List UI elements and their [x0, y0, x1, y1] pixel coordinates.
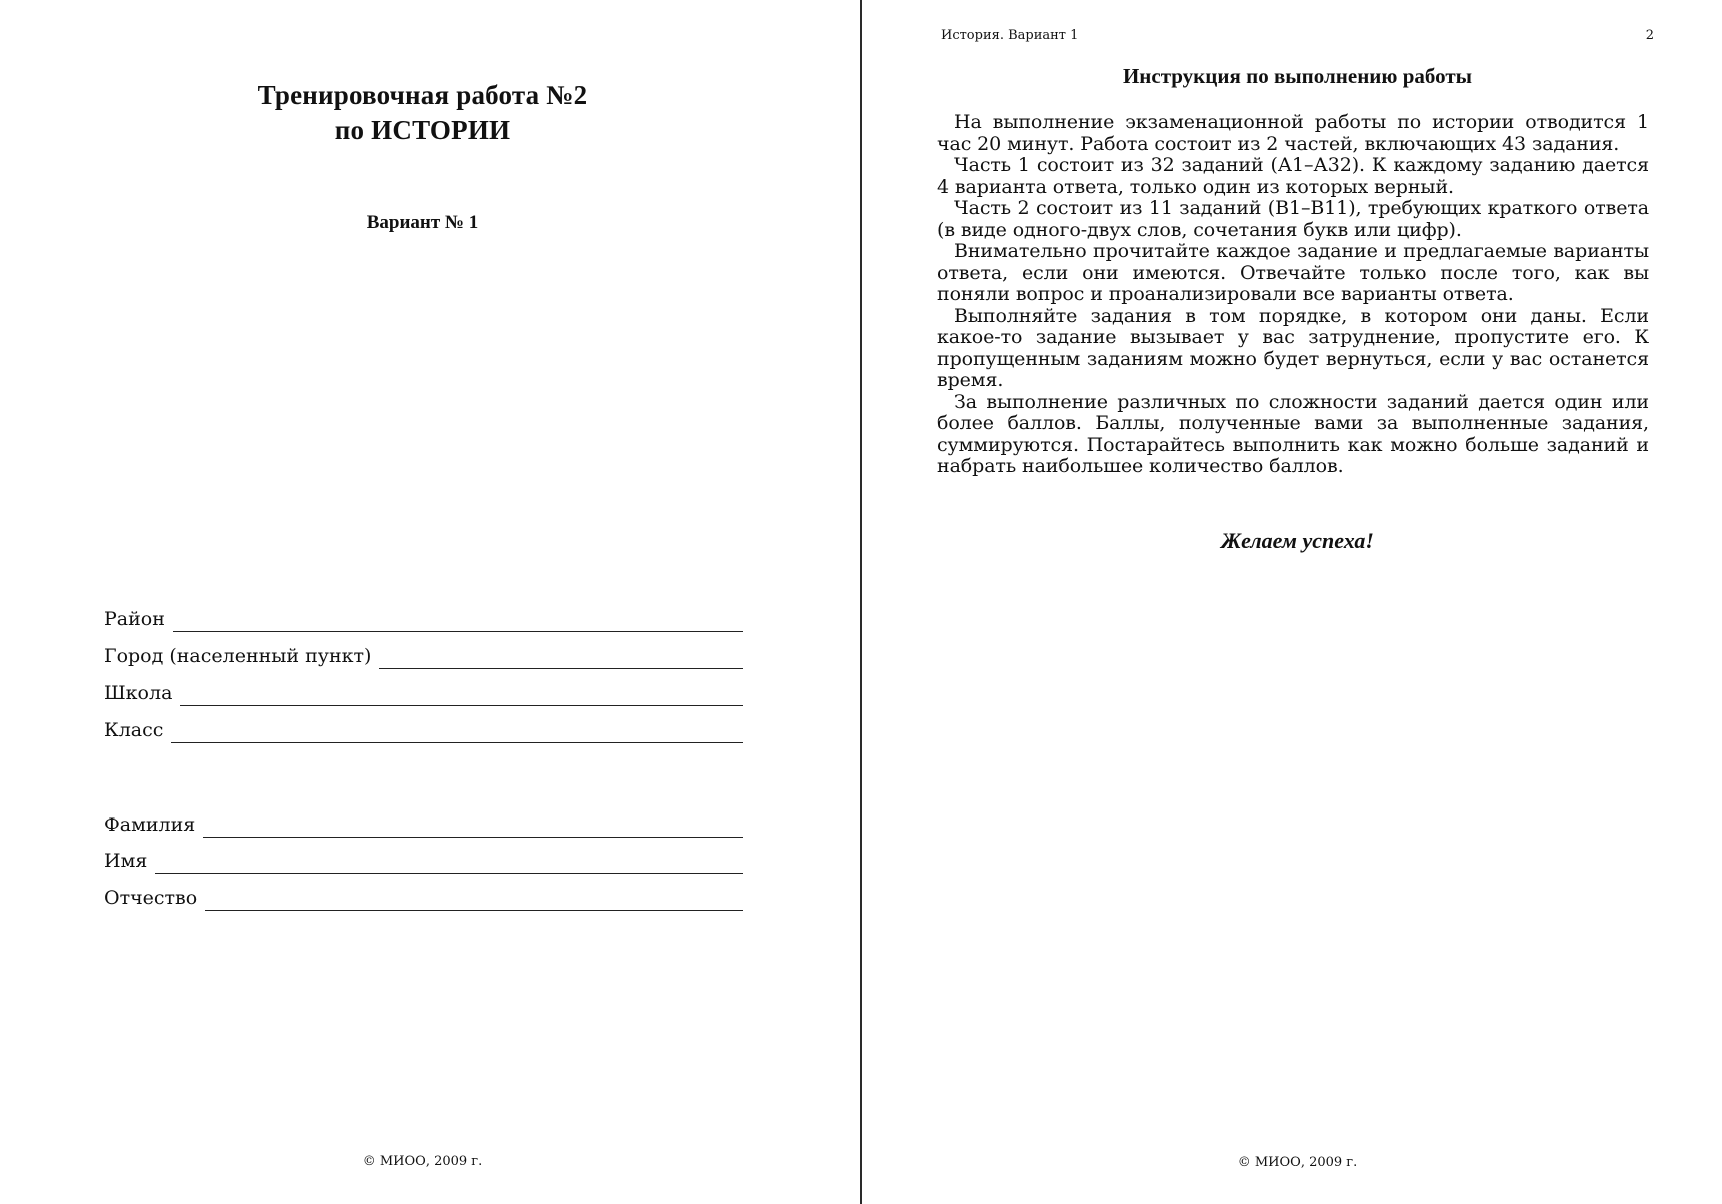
surname-input-line[interactable] — [203, 837, 743, 838]
school-input-line[interactable] — [180, 705, 743, 706]
school-field[interactable] — [104, 674, 743, 704]
title-line-2: по ИСТОРИИ — [334, 115, 511, 145]
district-field[interactable] — [104, 600, 743, 630]
name-label: Имя — [104, 850, 148, 872]
city-input-line[interactable] — [379, 668, 743, 669]
instruction-paragraph: Часть 1 состоит из 32 заданий (А1–А32). К каждому заданию дается 4 варианта ответа, только один из которых верный. — [937, 154, 1649, 198]
district-label: Район — [104, 608, 165, 630]
instruction-paragraph: Часть 2 состоит из 11 заданий (В1–В11), требующих краткого ответа (в виде одного-двух слов, сочетания букв или цифр). — [937, 197, 1649, 241]
page-divider — [860, 0, 862, 1204]
instruction-paragraph: Выполняйте задания в том порядке, в котором они даны. Если какое-то задание вызывает у вас затруднение, пропустите его. К пропущенным заданиям можно будет вернуться, если у вас останется время. — [937, 304, 1649, 391]
surname-label: Фамилия — [104, 814, 196, 836]
running-head: История. Вариант 1 — [941, 28, 1079, 43]
patronymic-input-line[interactable] — [205, 910, 743, 911]
patronymic-label: Отчество — [104, 887, 198, 909]
class-input-line[interactable] — [171, 742, 743, 743]
good-luck-text: Желаем успеха! — [1220, 528, 1374, 553]
surname-field[interactable] — [104, 806, 743, 836]
variant-label: Вариант № 1 — [366, 212, 479, 233]
right-page — [863, 0, 1722, 1204]
instruction-paragraph: За выполнение различных по сложности заданий дается один или более баллов. Баллы, полученные вами за выполненные задания, суммируются. Постарайтесь выполнить как можно больше заданий и набрать наибольшее количество баллов. — [937, 390, 1649, 477]
district-input-line[interactable] — [173, 631, 743, 632]
left-page-footer: © МИОО, 2009 г. — [362, 1154, 483, 1169]
document-title — [0, 78, 845, 148]
class-label: Класс — [104, 719, 164, 741]
class-field[interactable] — [104, 711, 743, 741]
instructions-body — [937, 112, 1649, 478]
city-field[interactable] — [104, 637, 743, 667]
right-page-footer: © МИОО, 2009 г. — [1237, 1155, 1358, 1170]
instruction-paragraph: На выполнение экзаменационной работы по истории отводится 1 час 20 минут. Работа состоит из 2 частей, включающих 43 задания. — [937, 111, 1649, 155]
school-label: Школа — [104, 682, 173, 704]
name-input-line[interactable] — [155, 873, 743, 874]
patronymic-field[interactable] — [104, 879, 743, 909]
title-line-1: Тренировочная работа №2 — [257, 80, 588, 110]
city-label: Город (населенный пункт) — [104, 645, 372, 667]
instruction-paragraph: Внимательно прочитайте каждое задание и предлагаемые варианты ответа, если они имеются. Отвечайте только после того, как вы поняли вопрос и проанализировали все варианты ответа. — [937, 240, 1649, 305]
name-field[interactable] — [104, 842, 743, 872]
page-number: 2 — [1645, 28, 1654, 43]
instructions-title: Инструкция по выполнению работы — [1122, 64, 1473, 88]
